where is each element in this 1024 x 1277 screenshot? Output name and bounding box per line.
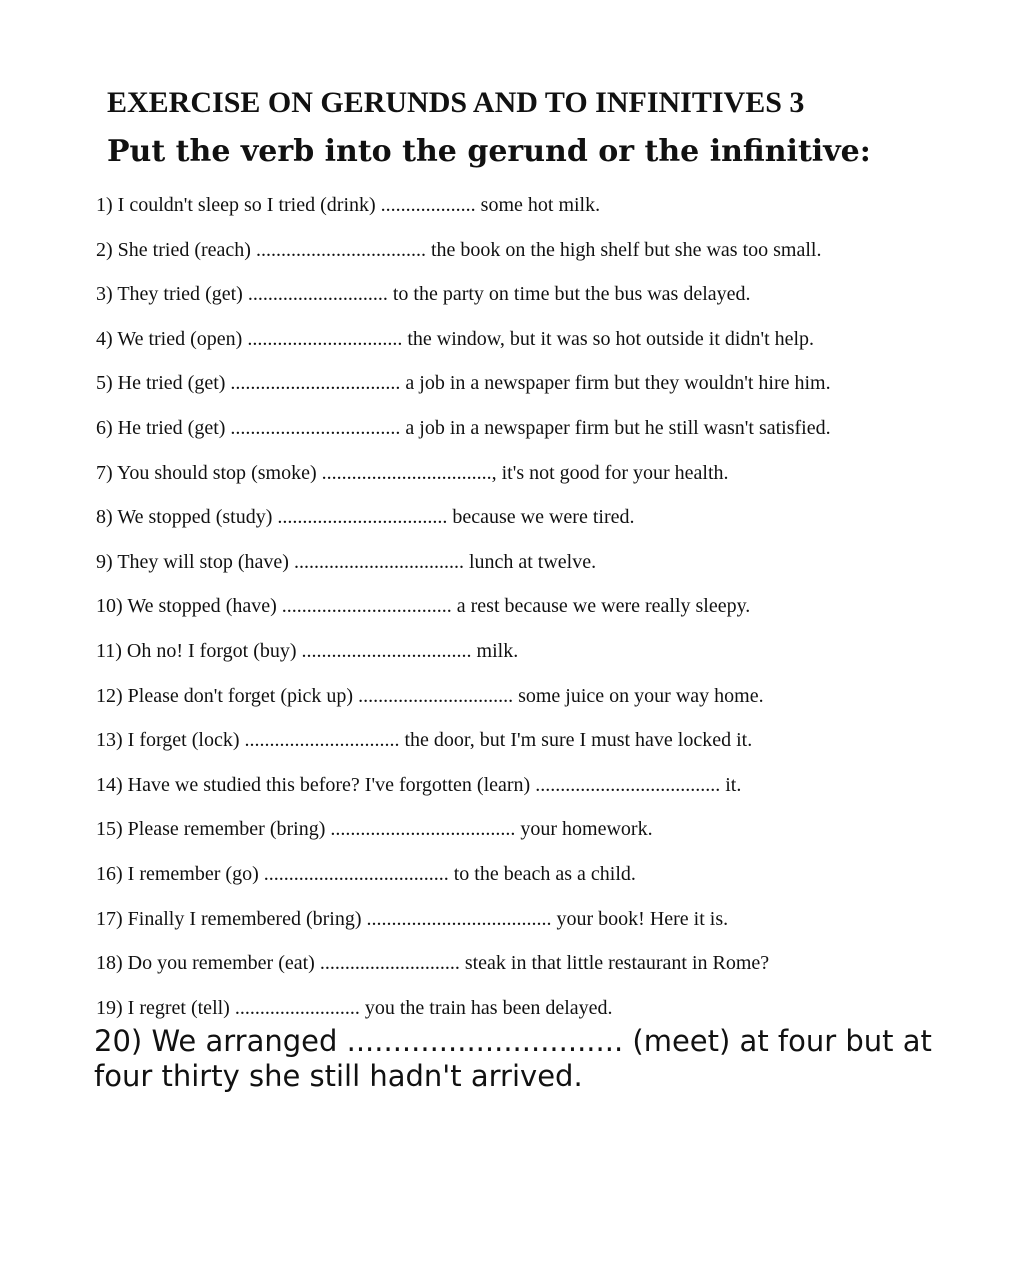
exercise-item xyxy=(96,727,976,772)
exercise-item xyxy=(96,772,976,817)
answer-blank[interactable]: .............................. xyxy=(346,1024,624,1058)
item-text-before: He tried xyxy=(117,372,183,395)
item-text-after: a job in a newspaper firm but they wouldn't hire him. xyxy=(405,372,831,395)
item-text-before: Finally I remembered xyxy=(127,907,301,930)
item-number: 8) xyxy=(96,506,113,529)
verb-prompt: (lock) xyxy=(191,729,240,752)
verb-prompt: (eat) xyxy=(278,952,315,975)
verb-prompt: (reach) xyxy=(194,238,251,261)
item-number: 11) xyxy=(96,639,122,662)
answer-blank[interactable]: .................................. xyxy=(230,372,401,395)
exercise-item xyxy=(96,683,976,728)
exercise-item xyxy=(96,237,976,282)
verb-prompt: (get) xyxy=(187,416,226,439)
item-number: 1) xyxy=(96,194,113,216)
item-text-before: She tried xyxy=(117,238,190,261)
item-text-before: We stopped xyxy=(127,595,221,618)
item-text-before: Have we studied this before? I've forgotten xyxy=(127,773,472,796)
item-number: 10) xyxy=(96,595,123,618)
answer-blank[interactable]: ................... xyxy=(380,194,476,216)
answer-blank[interactable]: ..................................... xyxy=(535,773,721,796)
exercise-item xyxy=(96,415,976,460)
exercise-item xyxy=(96,593,976,638)
item-text-before: Please don't forget xyxy=(127,684,276,707)
item-text-before: We tried xyxy=(117,327,186,350)
answer-blank[interactable]: .................................. xyxy=(293,550,464,573)
item-number: 9) xyxy=(96,550,113,573)
item-text-after: milk. xyxy=(476,639,519,662)
answer-blank[interactable]: ..................................... xyxy=(263,862,449,885)
item-text-after: your homework. xyxy=(520,818,653,841)
item-text-after: a rest because we were really sleepy. xyxy=(456,595,751,618)
item-number: 5) xyxy=(96,372,113,395)
item-number: 18) xyxy=(96,952,123,975)
item-text-after: because we were tired. xyxy=(452,506,635,529)
verb-prompt: (bring) xyxy=(269,818,326,841)
verb-prompt: (get) xyxy=(187,372,226,395)
exercise-item xyxy=(96,861,976,906)
answer-blank[interactable]: .................................. xyxy=(277,506,448,529)
item-text-before: Do you remember xyxy=(127,952,274,975)
verb-prompt: (open) xyxy=(190,327,243,350)
answer-blank[interactable]: ............................... xyxy=(247,327,403,350)
item-text-before: I forget xyxy=(127,729,187,752)
item-number: 2) xyxy=(96,238,113,261)
item-text-before: You should stop xyxy=(116,461,247,484)
exercise-list xyxy=(96,192,976,1039)
item-number: 6) xyxy=(96,416,113,439)
answer-blank[interactable]: .................................. xyxy=(255,238,426,261)
item-number: 14) xyxy=(96,773,123,796)
item-text-before: He tried xyxy=(117,416,183,439)
answer-blank[interactable]: .................................. xyxy=(301,639,472,662)
answer-blank[interactable]: .................................. xyxy=(230,416,401,439)
verb-prompt: (tell) xyxy=(190,996,230,1019)
item-text-after: at four but at four thirty she still hadn't arrived. xyxy=(94,1024,932,1093)
item-text-after: lunch at twelve. xyxy=(468,550,597,573)
exercise-item xyxy=(96,281,976,326)
item-text-before: Oh no! I forgot xyxy=(126,639,249,662)
answer-blank[interactable]: ..................................... xyxy=(330,818,516,841)
verb-prompt: (pick up) xyxy=(280,684,354,707)
exercise-item xyxy=(96,816,976,861)
answer-blank[interactable]: ......................... xyxy=(234,996,360,1019)
exercise-item xyxy=(96,504,976,549)
verb-prompt: (meet) xyxy=(632,1024,731,1058)
answer-blank[interactable]: .................................. xyxy=(281,595,452,618)
item-text-before: I couldn't sleep so I tried xyxy=(117,194,316,216)
verb-prompt: (buy) xyxy=(253,639,297,662)
item-text-after: some juice on your way home. xyxy=(518,684,764,707)
item-text-after: to the party on time but the bus was delayed. xyxy=(392,283,751,306)
item-number: 16) xyxy=(96,862,123,885)
answer-blank[interactable]: ............................... xyxy=(358,684,514,707)
exercise-item xyxy=(96,638,976,683)
exercise-item xyxy=(96,906,976,951)
item-text-after: the book on the high shelf but she was too small. xyxy=(430,238,822,261)
item-text-after: to the beach as a child. xyxy=(453,862,636,885)
exercise-item xyxy=(96,326,976,371)
item-text-after: you the train has been delayed. xyxy=(364,996,613,1019)
item-text-before: I remember xyxy=(127,862,221,885)
answer-blank[interactable]: ............................... xyxy=(244,729,400,752)
verb-prompt: (smoke) xyxy=(251,461,317,484)
item-text-after: a job in a newspaper firm but he still wasn't satisfied. xyxy=(405,416,831,439)
item-text-after: your book! Here it is. xyxy=(556,907,729,930)
item-text-after: it's not good for your health. xyxy=(501,461,729,484)
item-text-after: it. xyxy=(725,773,742,796)
item-number: 15) xyxy=(96,818,123,841)
page-title: EXERCISE ON GERUNDS AND TO INFINITIVES 3 xyxy=(107,86,805,119)
verb-prompt: (have) xyxy=(225,595,277,618)
answer-blank[interactable]: ..................................... xyxy=(366,907,552,930)
verb-prompt: (bring) xyxy=(305,907,362,930)
verb-prompt: (have) xyxy=(237,550,289,573)
item-text-before: We arranged xyxy=(151,1024,338,1058)
exercise-item xyxy=(96,370,976,415)
item-text-before: We stopped xyxy=(117,506,211,529)
item-text-before: They will stop xyxy=(117,550,233,573)
item-number: 3) xyxy=(96,283,113,306)
exercise-item xyxy=(96,192,976,237)
item-number: 4) xyxy=(96,327,113,350)
item-text-before: I regret xyxy=(127,996,186,1019)
item-text-after: some hot milk. xyxy=(480,194,601,216)
exercise-item xyxy=(96,950,976,995)
item-text-before: Please remember xyxy=(127,818,265,841)
verb-prompt: (study) xyxy=(215,506,273,529)
item-number: 7) xyxy=(96,461,113,484)
item-number: 17) xyxy=(96,907,123,930)
item-text-after: the window, but it was so hot outside it didn't help. xyxy=(407,327,815,350)
verb-prompt: (go) xyxy=(225,862,259,885)
item-text-after: steak in that little restaurant in Rome? xyxy=(464,952,770,975)
exercise-item-20 xyxy=(94,1024,944,1094)
verb-prompt: (learn) xyxy=(476,773,531,796)
answer-blank[interactable]: .................................., xyxy=(321,461,497,484)
item-number: 20) xyxy=(94,1024,143,1058)
verb-prompt: (drink) xyxy=(320,194,376,216)
verb-prompt: (get) xyxy=(205,283,243,306)
answer-blank[interactable]: ............................ xyxy=(319,952,460,975)
answer-blank[interactable]: ............................ xyxy=(247,283,388,306)
item-number: 19) xyxy=(96,996,123,1019)
exercise-item xyxy=(96,460,976,505)
item-text-after: the door, but I'm sure I must have locked it. xyxy=(404,729,753,752)
item-number: 12) xyxy=(96,684,123,707)
exercise-item xyxy=(96,549,976,594)
item-text-before: They tried xyxy=(117,283,201,306)
instruction-heading: Put the verb into the gerund or the infinitive: xyxy=(107,134,871,169)
item-number: 13) xyxy=(96,729,123,752)
